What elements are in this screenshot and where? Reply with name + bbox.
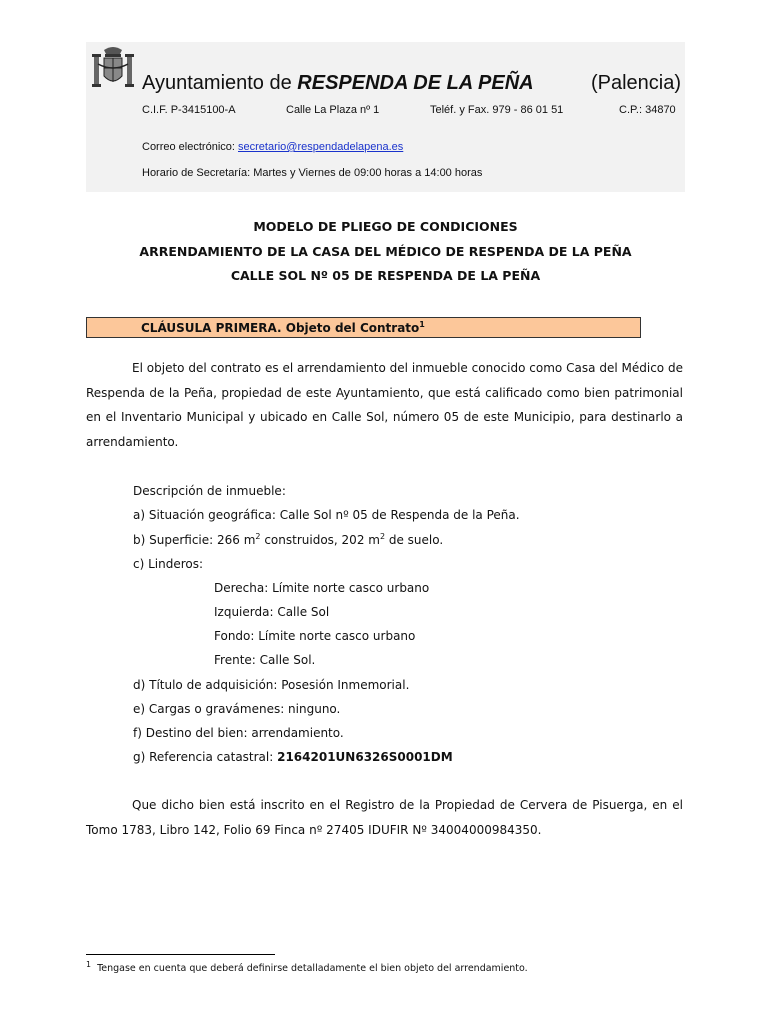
document-title: MODELO DE PLIEGO DE CONDICIONES [253, 219, 518, 234]
document-subtitle: ARRENDAMIENTO DE LA CASA DEL MÉDICO DE RESPENDA DE LA PEÑA [139, 244, 632, 259]
item-referencia: g) Referencia catastral: 2164201UN6326S0001DM [133, 750, 453, 764]
phone: Teléf. y Fax. 979 - 86 01 51 [430, 104, 564, 116]
email-link[interactable]: secretario@respendadelapena.es [238, 141, 404, 153]
email-label: Correo electrónico: [142, 141, 238, 153]
lindero-frente: Frente: Calle Sol. [214, 653, 316, 667]
item-linderos: c) Linderos: [133, 557, 204, 571]
footnote-divider [86, 954, 275, 955]
coat-of-arms-icon [90, 44, 136, 92]
office-hours: Horario de Secretaría: Martes y Viernes de 09:00 horas a 14:00 horas [142, 167, 483, 179]
org-prefix: Ayuntamiento de [142, 72, 298, 94]
cif: C.I.F. P-3415100-A [142, 104, 236, 116]
lindero-izquierda: Izquierda: Calle Sol [214, 605, 330, 619]
cadastral-reference: 2164201UN6326S0001DM [277, 750, 453, 764]
item-situacion: a) Situación geográfica: Calle Sol nº 05 de Respenda de la Peña. [133, 508, 520, 522]
email-row [142, 141, 403, 153]
registry-paragraph: Que dicho bien está inscrito en el Registro de la Propiedad de Cervera de Pisuerga, en el Tomo 1783, Libro 142, Folio 69 Finca nº 27405 IDUFIR Nº 34004000984350. [86, 798, 683, 837]
footnote-mark: 1 [86, 960, 92, 969]
footnote-ref: 1 [419, 320, 425, 329]
organization-name [142, 72, 687, 95]
clause-title: CLÁUSULA PRIMERA. Objeto del Contrato$^1$ [141, 320, 425, 335]
clause-heading [86, 317, 641, 338]
document-address-title: CALLE SOL Nº 05 DE RESPENDA DE LA PEÑA [230, 268, 541, 283]
lindero-derecha: Derecha: Límite norte casco urbano [214, 581, 430, 595]
item-destino: f) Destino del bien: arrendamiento. [133, 726, 344, 740]
item-superficie: b) Superficie: 266 $m^2$ construidos, 202 $m^2$ de suelo. [133, 532, 444, 547]
postal-code: C.P.: 34870 [619, 104, 676, 116]
item-titulo: d) Título de adquisición: Posesión Inmemorial. [133, 678, 410, 692]
lindero-fondo: Fondo: Límite norte casco urbano [214, 629, 416, 643]
address: Calle La Plaza nº 1 [286, 104, 380, 116]
org-name: RESPENDA DE LA PEÑA [297, 72, 534, 94]
province: (Palencia) [590, 72, 681, 94]
footnote [86, 960, 528, 974]
footnote-text: Tengase en cuenta que deberá definirse detalladamente el bien objeto del arrendamiento. [97, 963, 528, 975]
description-heading: Descripción de inmueble: [133, 484, 286, 498]
item-cargas: e) Cargas o gravámenes: ninguno. [133, 702, 341, 716]
intro-paragraph: El objeto del contrato es el arrendamiento del inmueble conocido como Casa del Médico de Respenda de la Peña, propiedad de este Ayuntamiento, que está calificado como bien patrimonial en el Inventario Municipal y ubicado en Calle Sol, número 05 de este Municipio, para destinarlo a arrendamiento. [86, 361, 683, 449]
